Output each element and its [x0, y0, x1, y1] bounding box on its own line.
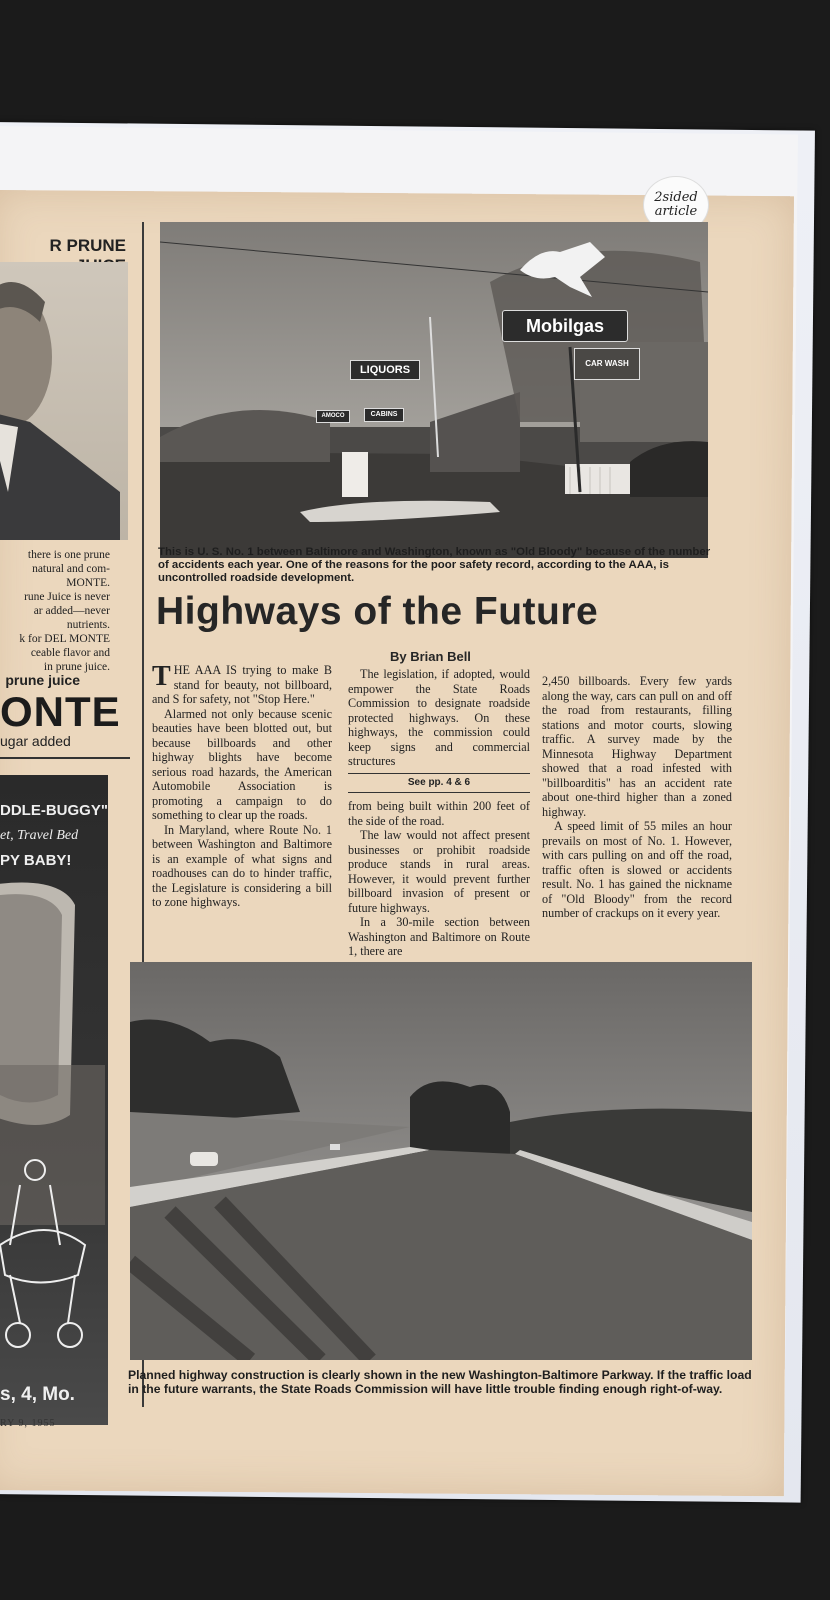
article-column-3 — [542, 674, 732, 921]
top-photo-caption: This is U. S. No. 1 between Baltimore and Washington, known as "Old Bloody" because of the number of accidents each year. One of the reasons for the poor safety record, according to the AAA, is uncontrolled roadside development. — [158, 546, 711, 584]
ad-body-line: ar added—never — [33, 605, 110, 617]
paragraph: 2,450 billboards. Every few yards along the way, cars can pull on and off the road from restaurants, filling stations and motor courts, slowing traffic. A survey made by the Minnesota Highway Department showed that a road infested with "billboarditis" has an accident rate about one-third higher than a zoned highway. — [542, 674, 732, 819]
car-wash-sign: CAR WASH — [574, 348, 640, 380]
paragraph: A speed limit of 55 miles an hour prevails on most of No. 1. However, with cars pulling on and off the road, traffic often is slowed or accidents result. No. 1 has gained the nickname of "Old Bloody" from the record number of crackups on it every year. — [542, 819, 732, 920]
ad-body-line: rune Juice is never — [24, 591, 110, 603]
ad-sugar-added: ugar added — [0, 733, 71, 749]
article-column-2 — [348, 667, 530, 959]
ad-body-text — [2, 548, 110, 674]
bottom-photo-caption: Planned highway construction is clearly shown in the new Washington-Baltimore Parkway. If the traffic load in the future warrants, the State Roads Commission will have little trouble finding enough right-of-way. — [128, 1368, 752, 1396]
ad-happy-baby: PY BABY! — [0, 852, 72, 869]
ad-prune-juice: prune juice — [5, 672, 80, 688]
drop-cap: T — [152, 661, 171, 692]
ad-buggy-title: DDLE-BUGGY" — [0, 802, 108, 819]
liquors-sign: LIQUORS — [350, 360, 420, 380]
ad-title: R PRUNE — [49, 236, 126, 255]
ad-body-line: in prune juice. — [43, 661, 110, 673]
ad-body-line: there is one prune — [27, 549, 110, 561]
ad-body-line: natural and com- — [32, 563, 110, 575]
cabins-sign: CABINS — [364, 408, 404, 422]
page-date: RY 9, 1955 — [0, 1418, 56, 1429]
amoco-sign: AMOCO — [316, 410, 350, 423]
paragraph: Alarmed not only because scenic beauties have been blotted out, but because billboards and other highway blights have become serious road hazards, the American Automobile Association is promoting a campaign to do something to clear up the roads. — [152, 706, 332, 822]
ad-divider — [0, 757, 130, 759]
see-pages-reference: See pp. 4 & 6 — [348, 773, 530, 794]
ad-body-line: nutrients. — [66, 619, 110, 631]
ad-portrait-photo — [0, 262, 128, 540]
paragraph: The law would not affect present businesses or prohibit roadside produce stands in rural areas. However, it would prevent further billboard invasion of present or future highways. — [348, 828, 530, 915]
note-line-1: 2sided — [654, 190, 698, 205]
ad-body-line: MONTE. — [66, 577, 110, 589]
paragraph: from being built within 200 feet of the side of the road. — [348, 799, 530, 828]
ad-travel-bed: et, Travel Bed — [0, 828, 79, 843]
mobilgas-sign: Mobilgas — [502, 310, 628, 342]
article-headline: Highways of the Future — [156, 590, 599, 633]
ad-brand: ONTE — [0, 688, 121, 735]
paragraph-text: HE AAA IS trying to make B stand for beauty, not billboard, and S for safety, not "Stop Here." — [152, 663, 332, 706]
paragraph: In Maryland, where Route No. 1 between Washington and Baltimore is an example of what signs and roadhouses can do to hinder traffic, the Legislature is considering a bill to zone highways. — [152, 822, 332, 909]
note-line-2: article — [654, 204, 698, 219]
ad-body-line: ceable flavor and — [30, 647, 110, 659]
route-1-photo — [160, 222, 708, 558]
ad-age: s, 4, Mo. — [0, 1384, 75, 1405]
article-byline: By Brian Bell — [390, 649, 471, 664]
ad-buggy-illustration — [0, 775, 108, 1425]
paragraph: The legislation, if adopted, would empower the State Roads Commission to designate roadside protected highways. On these highways, the commission could keep signs and commercial structures — [348, 667, 530, 768]
parkway-photo — [130, 962, 752, 1360]
ad-body-line: k for DEL MONTE — [19, 633, 110, 645]
paragraph — [152, 663, 332, 707]
paragraph: In a 30-mile section between Washington and Baltimore on Route 1, there are — [348, 915, 530, 958]
article-column-1 — [152, 663, 332, 910]
